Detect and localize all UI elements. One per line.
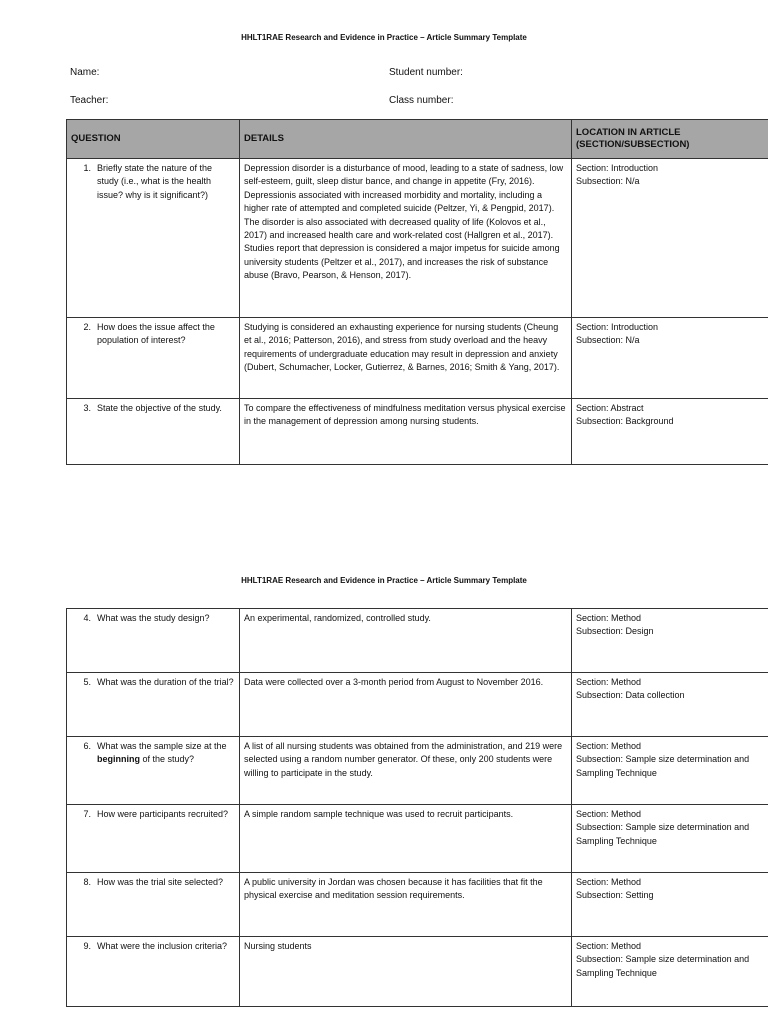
location-subsection: Subsection: Sample size determination and Sampling Technique [576,822,750,846]
question-text-post: of the study? [140,754,195,765]
location-subsection: Subsection: Data collection [576,690,685,701]
question-number: 8. [83,877,91,887]
details-cell: An experimental, randomized, controlled study. [240,609,572,673]
location-cell [572,873,768,937]
details-cell: Studying is considered an exhausting experience for nursing students (Cheung et al., 2016; Patterson, 2016), and stress from study overload and the heavy requirements of undergraduate education may result in depression and anxiety (Dubert, Schumacher, Locker, Gutierrez, & Barnes, 2016; Smith & Yang, 2017). [240,318,572,399]
question-cell [67,159,240,318]
location-section: Section: Introduction [576,322,659,332]
summary-table-2 [66,608,768,1007]
details-cell: Data were collected over a 3-month period from August to November 2016. [240,673,572,737]
name-label: Name: [70,67,100,78]
location-section: Section: Method [576,741,642,751]
location-header: LOCATION IN ARTICLE (SECTION/SUBSECTION) [572,120,768,159]
question-cell [67,399,240,465]
details-cell: A public university in Jordan was chosen because it has facilities that fit the physical exercise and meditation session requirements. [240,873,572,937]
location-cell [572,673,768,737]
question-cell [67,609,240,673]
table-row [67,609,768,673]
location-cell [572,805,768,873]
location-cell [572,318,768,399]
location-cell [572,937,768,1007]
question-cell [67,873,240,937]
question-text-pre: What was the sample size at the [97,741,227,751]
question-text: What were the inclusion criteria? [97,941,228,951]
location-cell [572,737,768,805]
location-section: Section: Method [576,809,642,819]
details-cell: To compare the effectiveness of mindfulness meditation versus physical exercise in the management of depression among nursing students. [240,399,572,465]
question-number: 4. [83,613,91,623]
question-text: How does the issue affect the population of interest? [97,322,215,346]
question-number: 5. [83,677,91,687]
location-cell [572,159,768,318]
summary-table-1 [66,119,768,465]
question-text: What was the study design? [97,613,210,623]
table-row [67,159,768,318]
location-section: Section: Method [576,941,642,951]
page-title: HHLT1RAE Research and Evidence in Practice – Article Summary Template [241,33,527,42]
location-subsection: Subsection: N/a [576,335,640,346]
location-section: Section: Introduction [576,163,659,173]
question-text: Briefly state the nature of the study (i.e., what is the health issue? why is it significant?) [97,163,213,200]
location-section: Section: Method [576,877,642,887]
teacher-label: Teacher: [70,95,109,106]
table-header-row [67,120,768,159]
location-subsection: Subsection: Setting [576,890,654,901]
details-cell: A list of all nursing students was obtained from the administration, and 219 were selected using a random number generator. Of these, only 200 students were willing to participate in the study. [240,737,572,805]
location-subsection: Subsection: Design [576,626,654,637]
details-cell: A simple random sample technique was used to recruit participants. [240,805,572,873]
page-title-2: HHLT1RAE Research and Evidence in Practice – Article Summary Template [241,576,527,585]
location-section: Section: Abstract [576,403,644,413]
table-row [67,318,768,399]
question-text [97,740,235,767]
question-text: How were participants recruited? [97,809,229,819]
location-cell [572,609,768,673]
question-number: 1. [83,163,91,173]
table-row [67,805,768,873]
table-row [67,399,768,465]
location-subsection: Subsection: N/a [576,176,640,187]
location-subsection: Subsection: Sample size determination and Sampling Technique [576,954,750,978]
question-cell [67,937,240,1007]
question-header: QUESTION [67,120,240,159]
details-cell: Depression disorder is a disturbance of mood, leading to a state of sadness, low self-esteem, guilt, sleep distur bance, and change in appetite (Fry, 2016). Depressionis associated with increased morbidity and mortality, including a higher rate of attempted and completed suicide (Peltzer, Yi, & Pengpid, 2017). The disorder is also associated with decreased quality of life (Kolovos et al., 2017) and increased health care and work-related cost (Hallgren et al., 2017). Studies report that depression is considered a major impetus for suicide among university students (Peltzer et al., 2017), and increases the risk of substance abuse (Bravo, Pearson, & Henson, 2017). [240,159,572,318]
question-number: 7. [83,809,91,819]
question-cell [67,318,240,399]
student-number-label: Student number: [389,67,463,78]
class-number-label: Class number: [389,95,454,106]
question-cell [67,805,240,873]
location-section: Section: Method [576,613,642,623]
table-row [67,737,768,805]
question-text-bold: beginning [97,754,140,765]
question-number: 2. [83,322,91,332]
details-cell: Nursing students [240,937,572,1007]
question-number: 6. [83,741,91,751]
question-number: 3. [83,403,91,413]
location-section: Section: Method [576,677,642,687]
location-subsection: Subsection: Sample size determination and Sampling Technique [576,754,750,778]
question-text: How was the trial site selected? [97,877,224,887]
table-row [67,673,768,737]
question-text: State the objective of the study. [97,403,222,413]
question-number: 9. [83,941,91,951]
question-cell [67,737,240,805]
question-cell [67,673,240,737]
location-subsection: Subsection: Background [576,416,674,427]
location-cell [572,399,768,465]
table-row [67,937,768,1007]
details-header: DETAILS [240,120,572,159]
question-text: What was the duration of the trial? [97,677,234,687]
table-row [67,873,768,937]
